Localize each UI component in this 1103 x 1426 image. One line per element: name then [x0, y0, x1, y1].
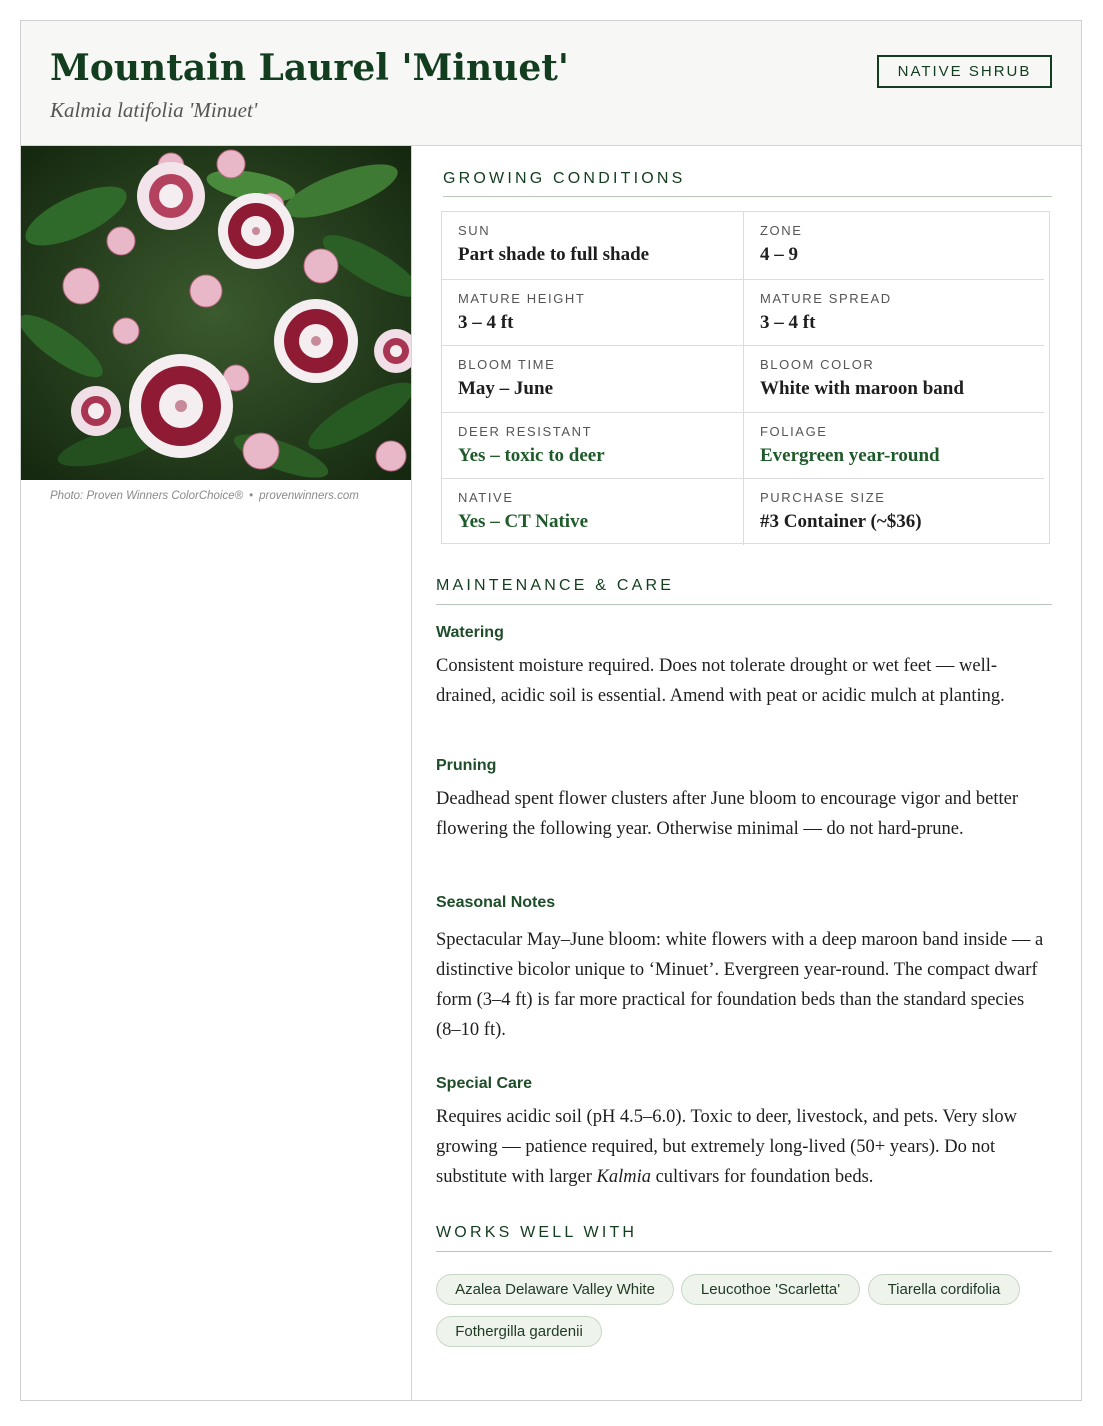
left-column	[21, 146, 412, 1400]
maintenance-divider	[436, 604, 1052, 605]
works-well-with-divider	[436, 1251, 1052, 1252]
companion-tag[interactable]: Fothergilla gardenii	[436, 1316, 602, 1347]
pruning-text: Deadhead spent flower clusters after June bloom to encourage vigor and better flowering the following year. Otherwise minimal — do not hard-prune.	[436, 789, 1019, 839]
native-shrub-badge: NATIVE SHRUB	[877, 55, 1052, 88]
bloom-time-label: BLOOM TIME	[458, 357, 556, 373]
photo-source-link[interactable]: provenwinners.com	[259, 490, 359, 502]
mature-spread-cell	[743, 279, 1044, 346]
botanical-name: Kalmia latifolia 'Minuet'	[50, 98, 258, 122]
native-label: NATIVE	[458, 490, 514, 506]
zone-label: ZONE	[760, 223, 803, 238]
mature-height-value: 3 – 4 ft	[458, 311, 514, 333]
sun-value: Part shade to full shade	[458, 244, 650, 265]
zone-value: 4 – 9	[760, 244, 798, 265]
sun-label: SUN	[458, 223, 491, 238]
photo-credit: Photo: Proven Winners ColorChoice®	[50, 490, 244, 502]
companion-tag[interactable]: Leucothoe 'Scarletta'	[681, 1274, 860, 1305]
foliage-value: Evergreen year-round	[760, 444, 940, 466]
companion-tag[interactable]: Azalea Delaware Valley White	[436, 1274, 674, 1305]
seasonal-notes-heading: Seasonal Notes	[436, 894, 556, 911]
pruning-heading: Pruning	[436, 757, 497, 774]
mature-spread-value: 3 – 4 ft	[760, 311, 816, 333]
deer-resistant-value: Yes – toxic to deer	[458, 444, 605, 466]
foliage-label: FOLIAGE	[760, 423, 828, 439]
mountain-laurel-flower-illustration	[21, 146, 411, 480]
bloom-color-label: BLOOM COLOR	[760, 357, 875, 373]
mature-height-cell	[442, 279, 743, 346]
purchase-size-cell	[743, 478, 1044, 545]
special-care-heading: Special Care	[436, 1075, 533, 1092]
plant-card	[20, 20, 1082, 1401]
special-care-kalmia: Kalmia	[596, 1167, 651, 1187]
maintenance-heading: MAINTENANCE & CARE	[436, 577, 675, 594]
special-care-text-part1: Requires acidic soil (pH 4.5–6.0). Toxic to deer, livestock, and pets. Very slow growing — patience required, but extremely long-lived (50+ years). Do not substitute with larger	[436, 1107, 1017, 1187]
special-care-text-part2: cultivars for foundation beds.	[650, 1167, 874, 1187]
bloom-color-cell	[743, 345, 1044, 412]
zone-cell	[743, 212, 1044, 279]
mature-height-label: MATURE HEIGHT	[458, 290, 586, 306]
watering-heading: Watering	[436, 624, 504, 641]
foliage-cell	[743, 412, 1044, 479]
deer-resistant-label: DEER RESISTANT	[458, 423, 593, 439]
native-cell	[442, 478, 743, 545]
sun-cell	[442, 212, 743, 279]
bloom-time-value: May – June	[458, 378, 553, 400]
plant-photo	[21, 146, 411, 480]
mature-spread-label: MATURE SPREAD	[760, 290, 892, 306]
watering-text: Consistent moisture required. Does not tolerate drought or wet feet — well-drained, acidic soil is essential. Amend with peat or acidic mulch at planting.	[436, 656, 1005, 706]
seasonal-notes-text: Spectacular May–June bloom: white flowers with a deep maroon band inside — a distinctive bicolor unique to ‘Minuet’. Evergreen year-round. The compact dwarf form (3–4 ft) is far more practical for foundation beds than the standard species (8–10 ft).	[436, 930, 1044, 1040]
deer-resistant-cell	[442, 412, 743, 479]
photo-caption	[50, 490, 359, 502]
companion-tag[interactable]: Tiarella cordifolia	[868, 1274, 1020, 1305]
purchase-size-value: #3 Container (~$36)	[760, 511, 922, 533]
bloom-time-cell	[442, 345, 743, 412]
card-header	[21, 21, 1081, 146]
works-well-with-heading: WORKS WELL WITH	[436, 1224, 638, 1241]
native-value: Yes – CT Native	[458, 511, 589, 533]
growing-conditions-table	[441, 211, 1050, 544]
growing-conditions-divider	[443, 196, 1052, 197]
growing-conditions-heading: GROWING CONDITIONS	[443, 170, 686, 187]
special-care-text	[436, 1102, 1051, 1192]
page-title: Mountain Laurel 'Minuet'	[50, 47, 569, 89]
purchase-size-label: PURCHASE SIZE	[760, 490, 886, 506]
bloom-color-value: White with maroon band	[760, 378, 964, 400]
caption-separator: •	[249, 490, 254, 502]
